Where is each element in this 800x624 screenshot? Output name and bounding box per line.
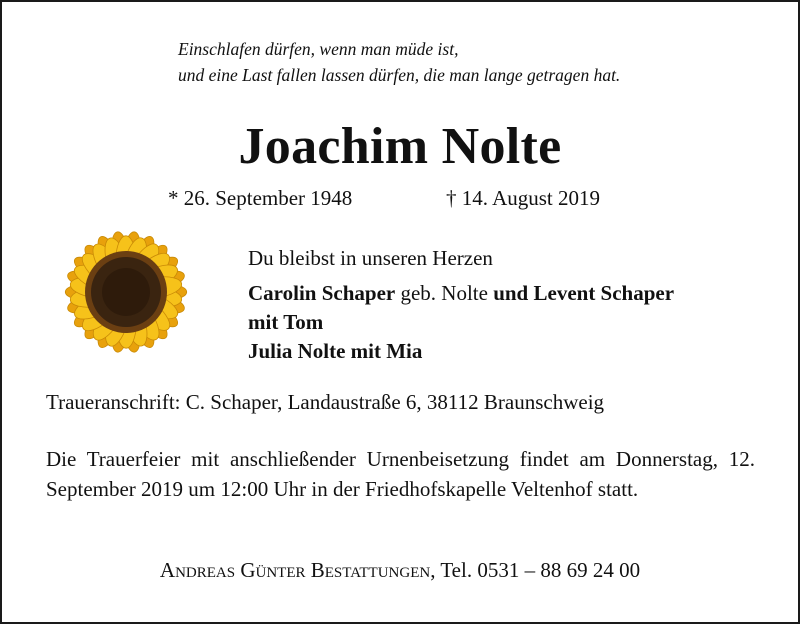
undertaker-line [0, 556, 800, 584]
family-name-tom: mit Tom [248, 310, 324, 334]
poem-line-2: und eine Last fallen lassen dürfen, die man lange getragen hat. [178, 65, 621, 85]
motto: Du bleibst in unseren Herzen [248, 246, 493, 270]
family-name-julia: Julia Nolte mit Mia [248, 339, 423, 363]
mourning-address: Traueranschrift: C. Schaper, Landaustraße 6, 38112 Braunschweig [46, 390, 605, 414]
family-block [248, 244, 674, 366]
family-line-2 [248, 308, 674, 337]
family-line-3 [248, 337, 674, 366]
birth-date: * 26. September 1948 [168, 186, 353, 210]
family-line-1 [248, 279, 674, 308]
death-date: † 14. August 2019 [446, 186, 601, 210]
sunflower-icon [44, 212, 204, 367]
poem-line-1: Einschlafen dürfen, wenn man müde ist, [178, 39, 459, 59]
family-birthname: geb. Nolte [395, 281, 494, 305]
deceased-name: Joachim Nolte [238, 118, 562, 175]
service-info: Die Trauerfeier mit anschließender Urnenbeisetzung findet am Donnerstag, 12. September 2019 um 12:00 Uhr in der Friedhofskapelle Veltenhof statt. [46, 447, 755, 501]
family-name-levent: und Levent Schaper [493, 281, 675, 305]
poem [178, 36, 620, 88]
sunflower-center-core [102, 268, 150, 316]
undertaker-phone: , Tel. 0531 – 88 69 24 00 [430, 558, 641, 582]
family-name-carolin: Carolin Schaper [248, 281, 396, 305]
undertaker-company: Andreas Günter Bestattungen [159, 558, 431, 582]
